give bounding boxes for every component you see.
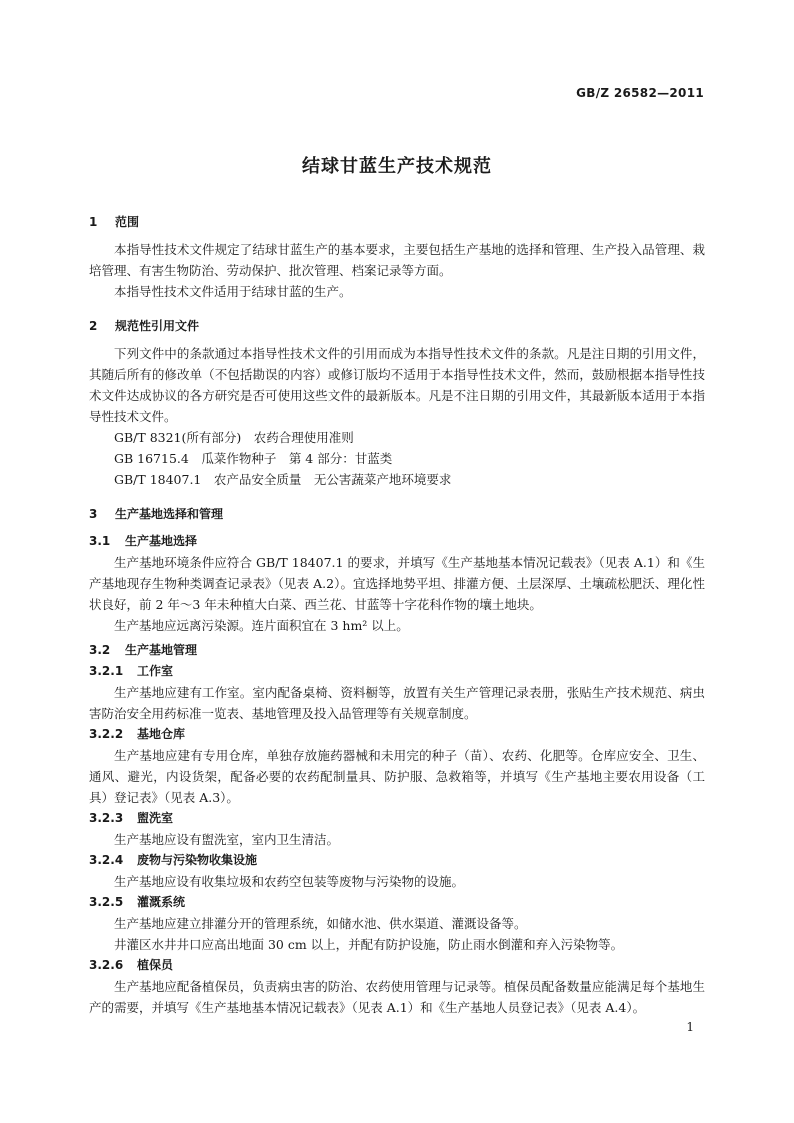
paragraph: 本指导性技术文件适用于结球甘蓝的生产。 bbox=[114, 284, 352, 299]
clause-heading bbox=[89, 808, 705, 829]
section-number: 3 bbox=[89, 507, 98, 521]
subsection-number: 3.1 bbox=[89, 534, 111, 548]
paragraph: 井灌区水井井口应高出地面 30 cm 以上，并配有防护设施，防止雨水倒灌和弃入污染物等。 bbox=[114, 937, 624, 952]
paragraph: 本指导性技术文件规定了结球甘蓝生产的基本要求，主要包括生产基地的选择和管理、生产投入品管理、栽培管理、有害生物防治、劳动保护、批次管理、档案记录等方面。 bbox=[89, 242, 705, 278]
section-heading bbox=[89, 316, 705, 337]
clause-title: 基地仓库 bbox=[137, 727, 186, 741]
clause-number: 3.2.2 bbox=[89, 727, 124, 741]
clause-title: 盥洗室 bbox=[137, 811, 174, 825]
clause-title: 废物与污染物收集设施 bbox=[137, 853, 258, 867]
subsection-heading bbox=[89, 531, 705, 552]
paragraph: 生产基地应设有收集垃圾和农药空包装等废物与污染物的设施。 bbox=[114, 874, 465, 889]
paragraph: 生产基地应设有盥洗室，室内卫生清洁。 bbox=[114, 832, 340, 847]
subsection-heading bbox=[89, 640, 705, 661]
clause-heading bbox=[89, 724, 705, 745]
paragraph: 生产基地应远离污染源。连片面积宜在 3 hm² 以上。 bbox=[114, 618, 409, 633]
subsection-title: 生产基地选择 bbox=[125, 534, 198, 548]
reference-item: GB/T 18407.1 农产品安全质量 无公害蔬菜产地环境要求 bbox=[114, 472, 452, 487]
reference-item: GB 16715.4 瓜菜作物种子 第 4 部分：甘蓝类 bbox=[114, 451, 393, 466]
paragraph: 生产基地应配备植保员，负责病虫害的防治、农药使用管理与记录等。植保员配备数量应能满足每个基地生产的需要，并填写《生产基地基本情况记载表》（见表 A.1）和《生产基地人员登记表》（见表 A.4）。 bbox=[89, 979, 705, 1015]
reference-item: GB/T 8321(所有部分) 农药合理使用准则 bbox=[114, 430, 354, 445]
clause-number: 3.2.3 bbox=[89, 811, 124, 825]
paragraph: 生产基地环境条件应符合 GB/T 18407.1 的要求，并填写《生产基地基本情况记载表》（见表 A.1）和《生产基地现存生物种类调查记录表》（见表 A.2）。宜选择地势平坦、排灌方便、土层深厚、土壤疏松肥沃、理化性状良好，前 2 年～3 年未种植大白菜、西兰花、甘蓝等十字花科作物的壤土地块。 bbox=[89, 555, 705, 612]
section-title: 范围 bbox=[115, 215, 140, 229]
section-title: 生产基地选择和管理 bbox=[115, 507, 224, 521]
subsection-number: 3.2 bbox=[89, 643, 111, 657]
document-title: 结球甘蓝生产技术规范 bbox=[302, 156, 492, 177]
clause-number: 3.2.4 bbox=[89, 853, 124, 867]
section-number: 2 bbox=[89, 319, 98, 333]
clause-heading bbox=[89, 892, 705, 913]
clause-heading bbox=[89, 850, 705, 871]
clause-number: 3.2.5 bbox=[89, 895, 124, 909]
page-number: 1 bbox=[686, 1020, 694, 1034]
section-heading bbox=[89, 504, 705, 525]
document-body bbox=[89, 212, 705, 1018]
clause-heading bbox=[89, 955, 705, 976]
clause-number: 3.2.6 bbox=[89, 958, 124, 972]
clause-heading bbox=[89, 661, 705, 682]
clause-title: 工作室 bbox=[137, 664, 174, 678]
clause-title: 灌溉系统 bbox=[137, 895, 186, 909]
section-number: 1 bbox=[89, 215, 98, 229]
paragraph: 生产基地应建立排灌分开的管理系统，如储水池、供水渠道、灌溉设备等。 bbox=[114, 916, 527, 931]
subsection-title: 生产基地管理 bbox=[125, 643, 198, 657]
paragraph: 生产基地应建有工作室。室内配备桌椅、资料橱等，放置有关生产管理记录表册，张贴生产技术规范、病虫害防治安全用药标准一览表、基地管理及投入品管理等有关规章制度。 bbox=[89, 685, 705, 721]
section-heading bbox=[89, 212, 705, 233]
standard-code: GB/Z 26582—2011 bbox=[576, 86, 704, 100]
clause-title: 植保员 bbox=[137, 958, 174, 972]
section-title: 规范性引用文件 bbox=[115, 319, 200, 333]
paragraph: 下列文件中的条款通过本指导性技术文件的引用而成为本指导性技术文件的条款。凡是注日期的引用文件，其随后所有的修改单（不包括勘误的内容）或修订版均不适用于本指导性技术文件，然而，鼓励根据本指导性技术文件达成协议的各方研究是否可使用这些文件的最新版本。凡是不注日期的引用文件，其最新版本适用于本指导性技术文件。 bbox=[89, 346, 705, 424]
clause-number: 3.2.1 bbox=[89, 664, 124, 678]
paragraph: 生产基地应建有专用仓库，单独存放施药器械和未用完的种子（苗）、农药、化肥等。仓库应安全、卫生、通风、避光，内设货架，配备必要的农药配制量具、防护服、急救箱等，并填写《生产基地主要农用设备（工具）登记表》（见表 A.3）。 bbox=[89, 748, 705, 805]
